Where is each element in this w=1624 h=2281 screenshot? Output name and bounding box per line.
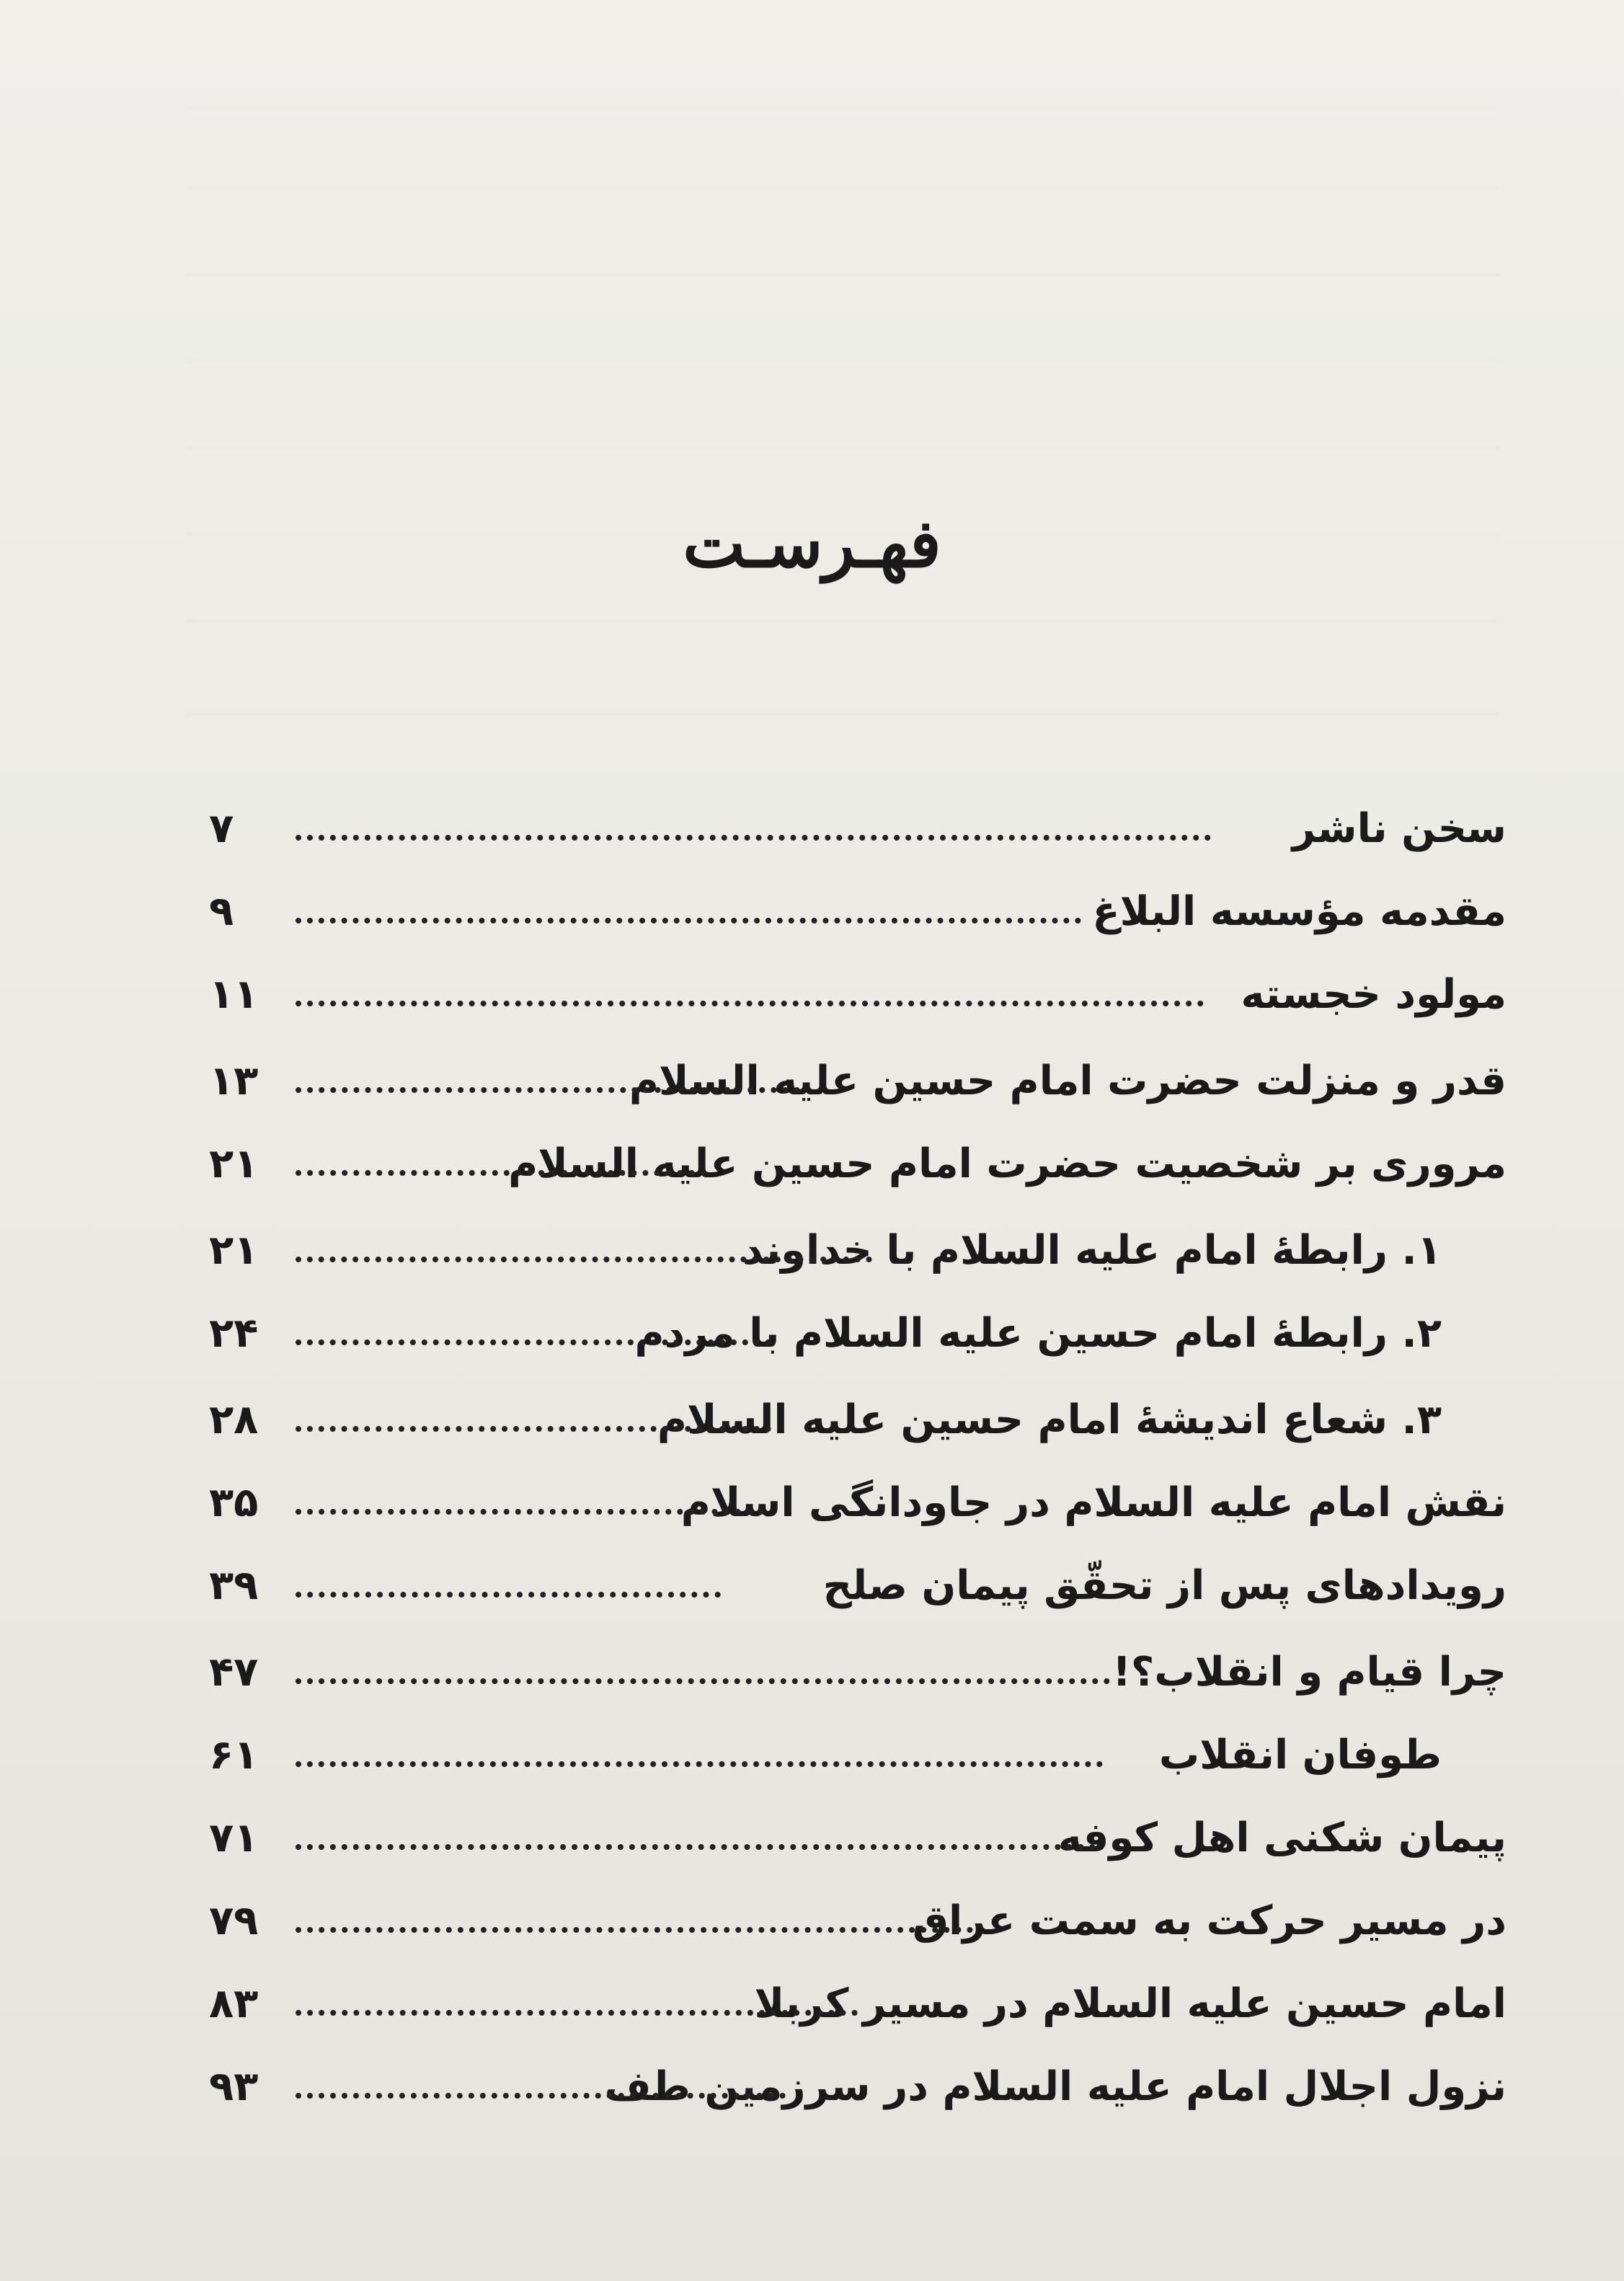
toc-entry-page: ۹۳ bbox=[209, 2063, 259, 2110]
toc-entry bbox=[209, 1968, 1507, 2040]
toc-leader-dots bbox=[296, 1927, 973, 1933]
toc-entry bbox=[209, 1215, 1507, 1287]
toc-entry-page: ۲۴ bbox=[209, 1310, 259, 1357]
toc-entry-label: نقش امام علیه السلام در جاودانگی اسلام bbox=[680, 1479, 1507, 1526]
toc-entry-label: امام حسین علیه السلام در مسیر کربلا bbox=[754, 1980, 1507, 2027]
toc-entry-label: در مسیر حرکت به سمت عراق bbox=[912, 1897, 1507, 1944]
toc-entry-page: ۲۱ bbox=[209, 1227, 259, 1274]
toc-entry-label: مروری بر شخصیت حضرت امام حسین علیه السلام bbox=[508, 1140, 1507, 1187]
toc-leader-dots bbox=[296, 1426, 771, 1432]
toc-leader-dots bbox=[296, 1001, 1204, 1006]
toc-entry bbox=[209, 1719, 1507, 1791]
toc-entry bbox=[209, 793, 1507, 865]
toc-entry-label: سخن ناشر bbox=[1292, 805, 1507, 852]
toc-entry-label: ۲. رابطهٔ امام حسین علیه السلام با مردم bbox=[634, 1310, 1442, 1357]
toc-entry-page: ۴۷ bbox=[209, 1649, 259, 1696]
toc-entry-label: طوفان انقلاب bbox=[1158, 1732, 1442, 1779]
toc-leader-dots bbox=[296, 1844, 1096, 1850]
toc-entry bbox=[209, 1467, 1507, 1539]
toc-entry bbox=[209, 2051, 1507, 2123]
toc-entry-page: ۳۵ bbox=[209, 1479, 259, 1526]
toc-entry-page: ۷۹ bbox=[209, 1897, 259, 1944]
toc-entry-label: چرا قیام و انقلاب؟! bbox=[1112, 1649, 1507, 1696]
toc-entry bbox=[209, 1636, 1507, 1709]
toc-leader-dots bbox=[296, 1761, 1103, 1767]
toc-entry bbox=[209, 1384, 1507, 1456]
toc-entry bbox=[209, 1885, 1507, 1957]
toc-leader-dots bbox=[296, 2010, 858, 2016]
toc-entry-label: ۱. رابطهٔ امام علیه السلام با خداوند bbox=[742, 1227, 1442, 1274]
toc-entry-page: ۷ bbox=[209, 805, 234, 852]
toc-entry-label: مقدمه مؤسسه البلاغ bbox=[1092, 888, 1507, 935]
toc-entry bbox=[209, 1550, 1507, 1622]
toc-leader-dots bbox=[296, 835, 1211, 841]
toc-entry-page: ۳۹ bbox=[209, 1562, 259, 1609]
toc-entry-page: ۶۱ bbox=[209, 1732, 259, 1779]
toc-leader-dots bbox=[296, 1339, 771, 1345]
toc-leader-dots bbox=[296, 1170, 706, 1176]
toc-entry-label: رویدادهای پس از تحقّق پیمان صلح bbox=[822, 1562, 1507, 1609]
toc-entry-page: ۸۳ bbox=[209, 1980, 259, 2027]
toc-leader-dots bbox=[296, 1592, 721, 1598]
toc-leader-dots bbox=[296, 1087, 800, 1093]
toc-entry-label: ۳. شعاع اندیشهٔ امام حسین علیه السلام bbox=[657, 1396, 1442, 1443]
toc-leader-dots bbox=[296, 918, 1081, 924]
toc-entry bbox=[209, 959, 1507, 1031]
toc-entry-page: ۷۱ bbox=[209, 1815, 259, 1861]
toc-entry-page: ۹ bbox=[209, 888, 234, 935]
toc-entry bbox=[209, 1802, 1507, 1874]
toc-leader-dots bbox=[296, 1509, 764, 1515]
toc-entry bbox=[209, 1298, 1507, 1370]
toc-leader-dots bbox=[296, 1678, 1110, 1684]
toc-entry-label: پیمان شکنی اهل کوفه bbox=[1057, 1815, 1507, 1861]
page-title: فهـرسـت bbox=[683, 505, 941, 583]
toc-entry-label: مولود خجسته bbox=[1241, 971, 1507, 1018]
toc-entry-page: ۱۳ bbox=[209, 1058, 259, 1104]
toc-leader-dots bbox=[296, 2093, 786, 2099]
toc-entry-page: ۱۱ bbox=[209, 971, 259, 1018]
bleed-through-text bbox=[187, 108, 1499, 793]
toc-leader-dots bbox=[296, 1257, 872, 1262]
toc-entry bbox=[209, 876, 1507, 948]
table-of-contents bbox=[209, 793, 1507, 2163]
toc-entry bbox=[209, 1045, 1507, 1117]
toc-entry bbox=[209, 1128, 1507, 1200]
toc-entry-page: ۲۱ bbox=[209, 1140, 259, 1187]
toc-entry-label: نزول اجلال امام علیه السلام در سرزمین طف bbox=[604, 2063, 1507, 2110]
toc-entry-page: ۲۸ bbox=[209, 1396, 259, 1443]
toc-entry-label: قدر و منزلت حضرت امام حسین علیه السلام bbox=[629, 1058, 1507, 1104]
